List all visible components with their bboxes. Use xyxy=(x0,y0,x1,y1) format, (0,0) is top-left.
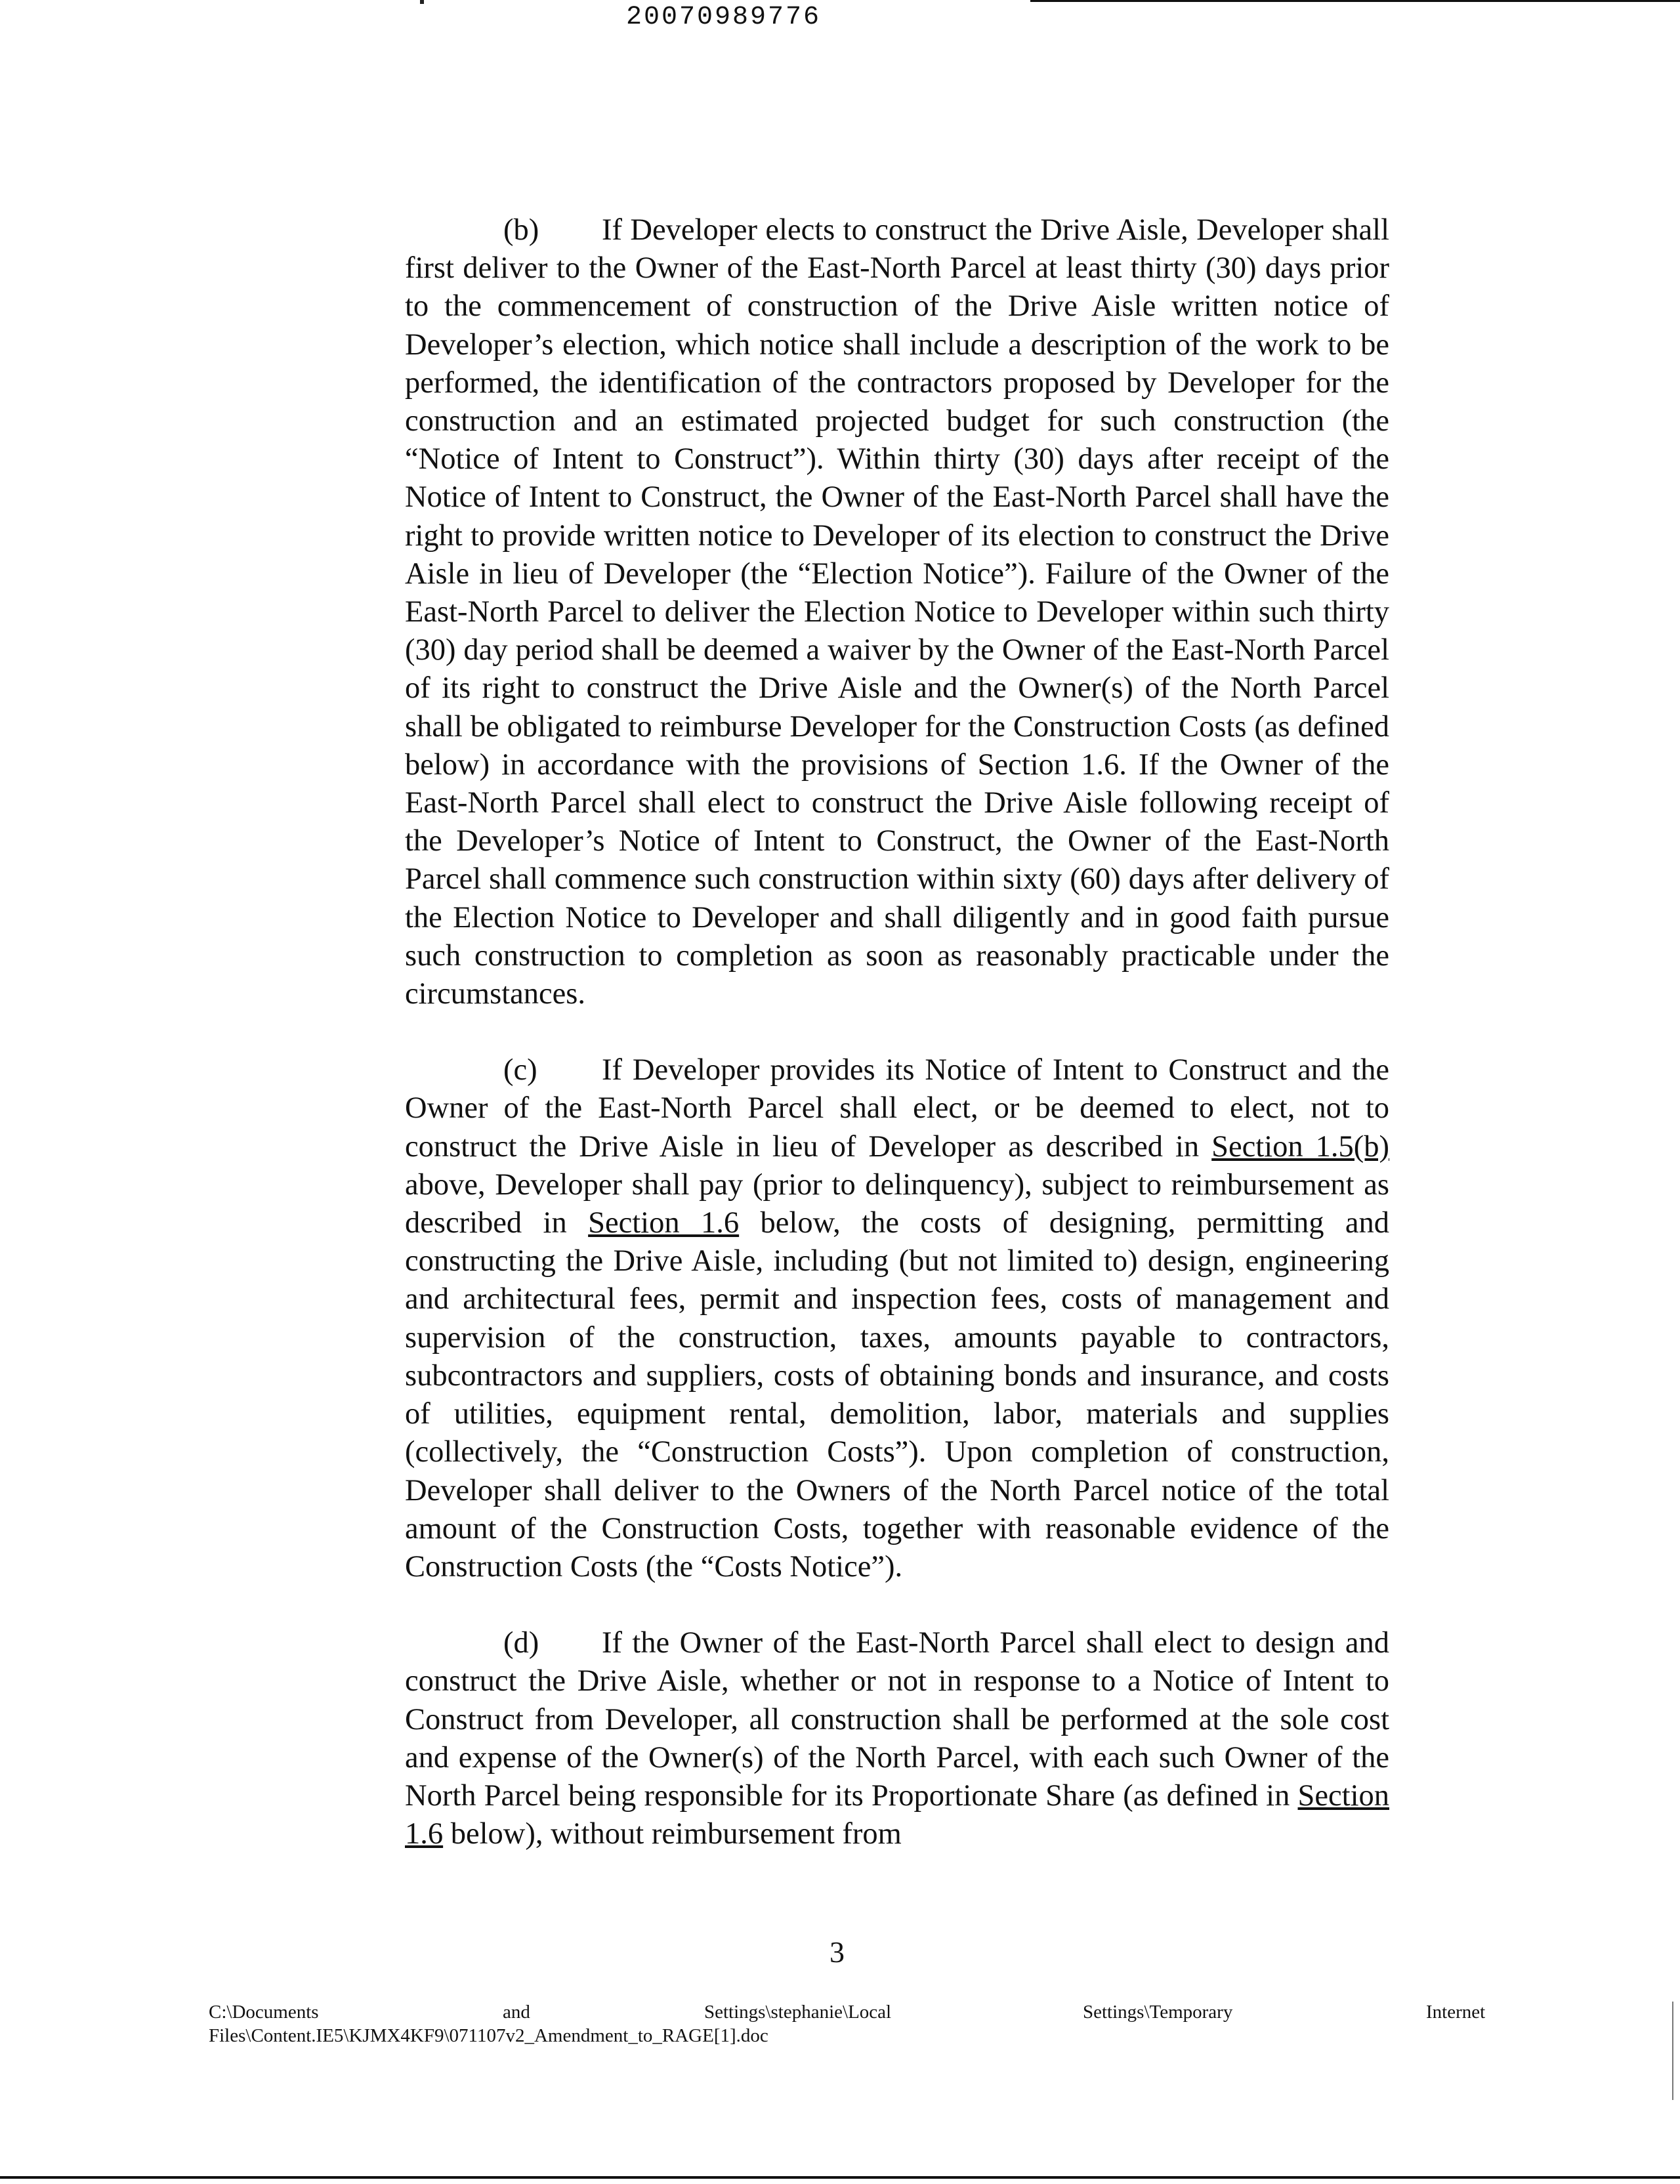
body-text xyxy=(405,211,1389,1891)
paragraph-label: (d) xyxy=(503,1626,539,1660)
footer-path-segment: Settings\Temporary xyxy=(1083,2002,1233,2023)
paragraph-b xyxy=(405,211,1389,1013)
paragraph-c xyxy=(405,1051,1389,1586)
file-path-footer xyxy=(209,2000,1495,2048)
footer-path-segment: Settings\stephanie\Local xyxy=(704,2002,892,2023)
page-number: 3 xyxy=(830,1935,845,1969)
document-number: 20070989776 xyxy=(626,3,822,32)
paragraph-text: If Developer provides its Notice of Intent to Construct and the Owner of the East-North Parcel shall elect, or be deemed to elect, not to construct the Drive Aisle in lieu of Developer as described in xyxy=(405,1053,1389,1164)
section-reference: Section 1.6 xyxy=(588,1206,740,1240)
paragraph-text: If the Owner of the East-North Parcel shall elect to design and construct the Drive Aisle, whether or not in response to a Notice of Intent to Construct from Developer, all construction shall be performed at the sole cost and expense of the Owner(s) of the North Parcel, with each such Owner of the North Parcel being responsible for its Proportionate Share (as defined in xyxy=(405,1626,1389,1813)
paragraph-text: below, the costs of designing, permitting and constructing the Drive Aisle, including (but not limited to) design, engineering and architectural fees, permit and inspection fees, costs of management and supervision of the construction, taxes, amounts payable to contractors, subcontractors and suppliers, costs of obtaining bonds and insurance, and costs of utilities, equipment rental, demolition, labor, materials and supplies (collectively, the “Construction Costs”). Upon completion of construction, Developer shall deliver to the Owners of the North Parcel notice of the total amount of the Construction Costs, together with reasonable evidence of the Construction Costs (the “Costs Notice”). xyxy=(405,1206,1389,1584)
paragraph-text: below), without reimbursement from xyxy=(443,1817,902,1851)
section-reference: Section 1.5(b) xyxy=(1211,1129,1390,1164)
scan-mark xyxy=(1672,2002,1673,2100)
paragraph-label: (b) xyxy=(503,213,539,247)
top-rule xyxy=(1030,0,1680,2)
footer-line-2: Files\Content.IE5\KJMX4KF9\071107v2_Amendment_to_RAGE[1].doc xyxy=(209,2025,768,2046)
paragraph-d xyxy=(405,1624,1389,1853)
scan-mark xyxy=(420,0,424,4)
footer-path-segment: C:\Documents xyxy=(209,2002,319,2023)
footer-line-1 xyxy=(209,2000,1495,2024)
bottom-rule xyxy=(0,2176,1680,2179)
footer-path-segment: and xyxy=(503,2002,530,2023)
paragraph-text: above, Developer shall pay (prior to delinquency), subject to reimbursement as described in xyxy=(405,1167,1389,1240)
footer-path-segment: Internet xyxy=(1426,2002,1486,2023)
paragraph-label: (c) xyxy=(503,1053,537,1087)
section-reference: Section 1.6 xyxy=(405,1778,1389,1851)
paragraph-text: If Developer elects to construct the Drive Aisle, Developer shall first deliver to the Owner of the East-North Parcel at least thirty (30) days prior to the commencement of construction of the Drive Aisle written notice of Developer’s election, which notice shall include a description of the work to be performed, the identification of the contractors proposed by Developer for the construction and an estimated projected budget for such construction (the “Notice of Intent to Construct”). Within thirty (30) days after receipt of the Notice of Intent to Construct, the Owner of the East-North Parcel shall have the right to provide written notice to Developer of its election to construct the Drive Aisle in lieu of Developer (the “Election Notice”). Failure of the Owner of the East-North Parcel to deliver the Election Notice to Developer within such thirty (30) day period shall be deemed a waiver by the Owner of the East-North Parcel of its right to construct the Drive Aisle and the Owner(s) of the North Parcel shall be obligated to reimburse Developer for the Construction Costs (as defined below) in accordance with the provisions of Section 1.6. If the Owner of the East-North Parcel shall elect to construct the Drive Aisle following receipt of the Developer’s Notice of Intent to Construct, the Owner of the East-North Parcel shall commence such construction within sixty (60) days after delivery of the Election Notice to Developer and shall diligently and in good faith pursue such construction to completion as soon as reasonably practicable under the circumstances. xyxy=(405,213,1389,1011)
